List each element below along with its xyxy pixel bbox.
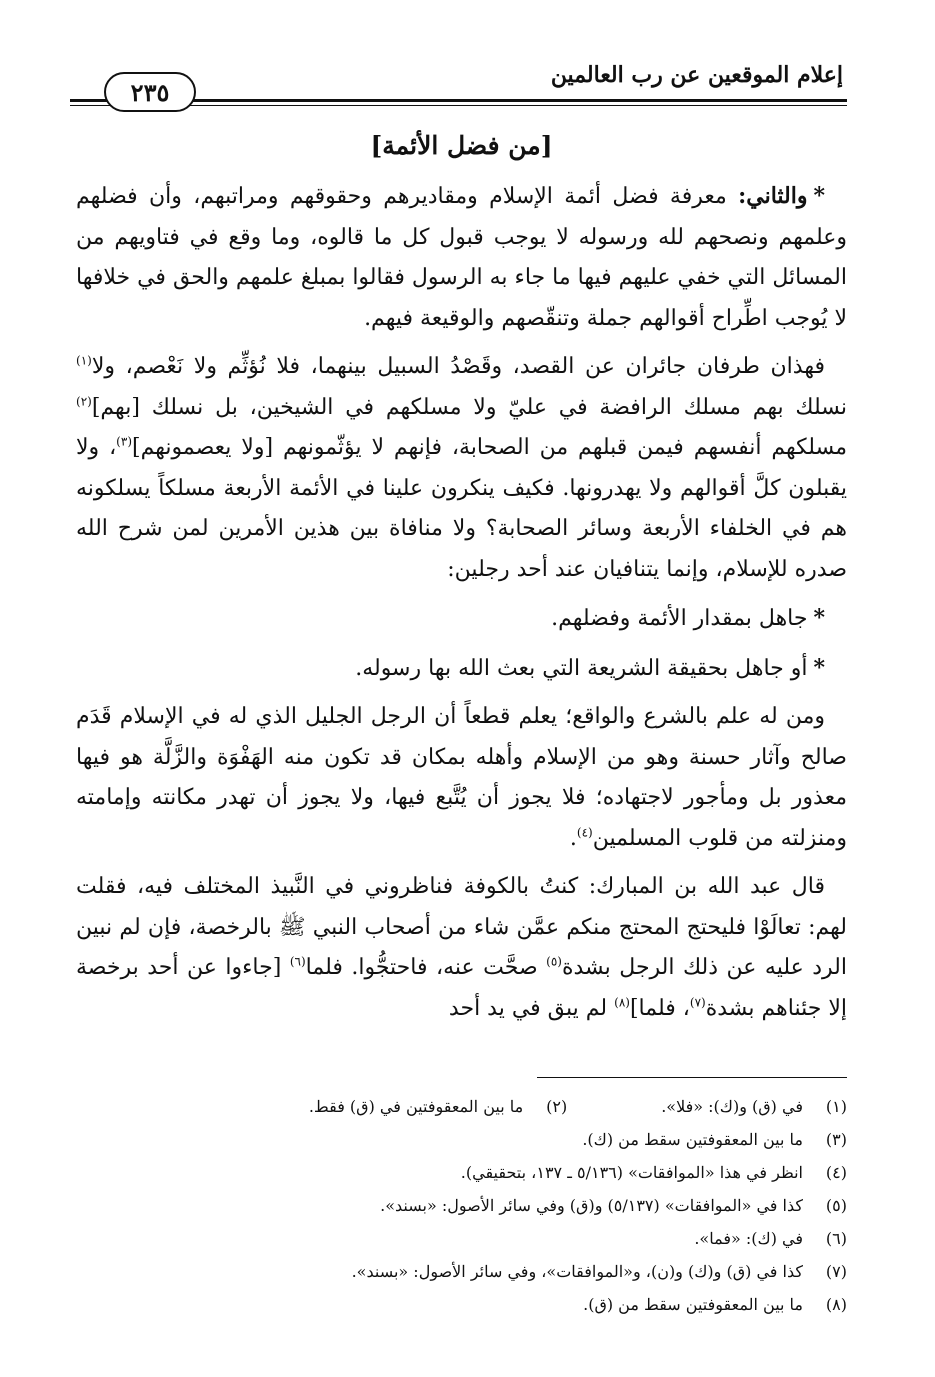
footnote-text: انظر في هذا «الموافقات» (٥/١٣٦ ـ ١٣٧، بتحقيقي). [460, 1163, 803, 1182]
bullet-1 [76, 598, 847, 640]
paragraph-lead: والثاني: [738, 183, 808, 209]
bullet-text: أو جاهل بحقيقة الشريعة التي بعث الله بها رسوله. [355, 655, 808, 681]
footnote-number: (٨) [825, 1295, 847, 1314]
footnote-ref[interactable]: (٥) [546, 954, 562, 969]
footnote-ref[interactable]: (٣) [116, 434, 132, 449]
footnote-ref[interactable]: (٦) [289, 954, 306, 969]
footnote-text: كذا في (ق) و(ك) و(ن)، و«الموافقات»، وفي سائر الأصول: «بسند». [351, 1262, 803, 1281]
footnote-ref[interactable]: (٢) [76, 394, 92, 409]
footnote-6 [80, 1222, 847, 1255]
footnote-number: (١) [825, 1097, 847, 1116]
footnote-text: في (ق) و(ك): «فلا». [661, 1097, 803, 1116]
paragraph-text: صحَّت عنه، فاحتجُّوا. فلما [305, 955, 538, 980]
footnote-ref[interactable]: (٤) [576, 825, 593, 840]
page-number: ٢٣٥ [104, 72, 196, 112]
footnote-text: ما بين المعقوفتين في (ق) فقط. [308, 1097, 524, 1116]
paragraph-text: مسلكهم أنفسهم فيمن قبلهم من الصحابة، فإنهم لا يؤثّمونهم [ولا يعصمونهم] [132, 435, 847, 460]
footnote-5 [80, 1189, 847, 1222]
bullet-text: جاهل بمقدار الأئمة وفضلهم. [551, 606, 808, 631]
footnote-number: (٤) [825, 1163, 847, 1182]
paragraph-text: معرفة فضل أئمة الإسلام ومقاديرهم وحقوقهم ومراتبهم، وأن فضلهم وعلمهم ونصحهم لله ورسوله لا يوجب قبول كل ما قالوه، وما وقع في فتاويهم من المسائل التي خفي عليهم فيها ما جاء به الرسول فقالوا بمبلغ علمهم والحق في خلافها لا يُوجب اطِّراح أقوالهم جملة وتنقّصهم والوقيعة فيهم. [76, 184, 847, 331]
paragraph-4 [76, 867, 847, 1029]
footnote-text: ما بين المعقوفتين سقط من (ك). [582, 1130, 803, 1149]
footnote-gap [567, 1090, 661, 1123]
paragraph-text: . [569, 825, 577, 851]
paragraph-text: ، ولا يقبلون كلَّ أقوالهم ولا يهدرونها. فكيف ينكرون علينا في الأئمة الأربعة مسلكاً يسلكونه هم في الخلفاء الأربعة وسائر الصحابة؟ ولا منافاة بين هذين الأمرين لمن شرح الله صدره للإسلام، وإنما يتنافيان عند أحد رجلين: [76, 435, 847, 582]
footnote-3 [80, 1123, 847, 1156]
footnote-text: ما بين المعقوفتين سقط من (ق). [583, 1295, 803, 1314]
footnote-text: كذا في «الموافقات» (٥/١٣٧) و(ق) وفي سائر الأصول: «بسند». [380, 1196, 803, 1215]
footnote-number: (٦) [825, 1229, 847, 1248]
footnote-2 [309, 1090, 567, 1123]
footnote-number: (٢) [546, 1097, 568, 1116]
paragraph-3 [76, 697, 847, 859]
paragraph-1 [76, 176, 847, 339]
footnote-4 [80, 1156, 847, 1189]
paragraph-text: ومن له علم بالشرع والواقع؛ يعلم قطعاً أن الرجل الجليل الذي له في الإسلام قَدَم صالح وآثار حسنة وهو من الإسلام وأهله بمكان قد تكون منه الهَفْوَة والزَّلَّة هو فيها معذور بل ومأجور لاجتهاده؛ فلا يجوز أن يُتَّبع فيها، ولا يجوز أن تهدر مكانته وإمامته ومنزلته من قلوب المسلمين [76, 704, 847, 851]
footnote-number: (٧) [825, 1262, 847, 1281]
main-text [76, 128, 847, 1037]
section-title: [من فضل الأئمة] [370, 131, 553, 160]
paragraph-text: ، فلما] [629, 995, 690, 1021]
footnote-1 [661, 1090, 847, 1123]
footnote-7 [80, 1255, 847, 1288]
footnote-rule [537, 1077, 847, 1078]
paragraph-text: فهذان طرفان جائران عن القصد، وقَصْدُ السبيل بينهما، فلا نُؤثِّم ولا نَعْصم، ولا [91, 354, 825, 379]
star-marker: * [813, 605, 825, 631]
bullet-2 [76, 648, 847, 690]
footnote-row [80, 1090, 847, 1123]
paragraph-text: لم يبق في يد أحد [448, 995, 608, 1021]
footnote-8 [80, 1288, 847, 1321]
footnote-text: في (ك): «فما». [694, 1229, 803, 1248]
footnote-ref[interactable]: (١) [76, 353, 92, 368]
paragraph-text: [جاءوا عن أحد برخصة إلا جئناهم بشدة [76, 955, 847, 1021]
footnote-ref[interactable]: (٨) [614, 995, 630, 1010]
footnote-number: (٥) [825, 1196, 847, 1215]
paragraph-text: قال عبد الله بن المبارك: كنتُ بالكوفة فناظروني في النَّبيذ المختلف فيه، فقلت لهم: تعالَوْا فليحتج المحتج منكم عمَّن شاء من أصحاب النبي ﷺ بالرخصة، فإن لم نبين الرد عليه عن ذلك الرجل بشدة [76, 874, 847, 980]
footnote-number: (٣) [825, 1130, 847, 1149]
star-marker: * [813, 183, 825, 209]
star-marker: * [813, 654, 825, 681]
footnotes [80, 1090, 847, 1321]
running-title: إعلام الموقعين عن رب العالمين [550, 62, 843, 88]
paragraph-text: نسلك بهم مسلك الرافضة في عليّ ولا مسلكهم في الشيخين، بل نسلك [بهم] [91, 394, 847, 420]
footnote-ref[interactable]: (٧) [689, 995, 706, 1010]
paragraph-2 [76, 347, 847, 590]
